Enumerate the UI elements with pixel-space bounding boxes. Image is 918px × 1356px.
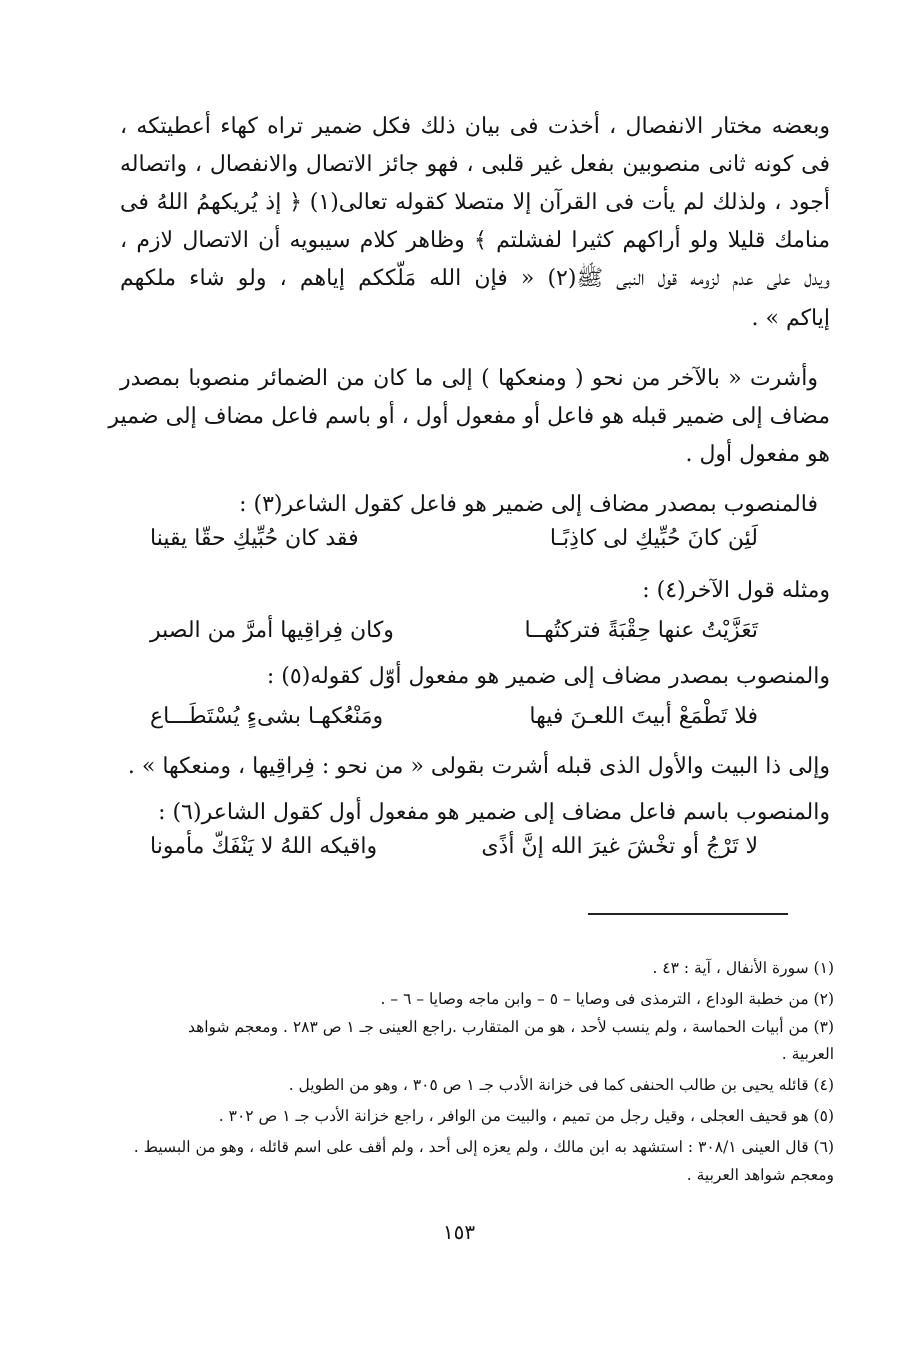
body-line: ومثله قول الآخر(٤) :: [642, 578, 830, 603]
body-line: والمنصوب بمصدر مضاف إلى ضمير هو مفعول أوّل كقوله(٥) :: [266, 664, 830, 689]
verse-first-hemistich: لَئِن كانَ حُبِّيكِ لى كاذِبًـا: [549, 526, 758, 551]
body-line: وأشرت « بالآخر من نحو ( ومنعكها ) إلى ما كان من الضمائر منصوبا بمصدر: [120, 366, 818, 391]
body-line: أجود ، ولذلك لم يأت فى القرآن إلا متصلا كقوله تعالى(١) ﴿ إذ يُريكهمُ اللهُ فى: [120, 190, 830, 215]
footnote: (٢) من خطبة الوداع ، الترمذى فى وصايا – ٥ – وابن ماجه وصايا – ٦ – .: [380, 990, 834, 1008]
poem-verse: [150, 614, 758, 648]
footnote: (٣) من أبيات الحماسة ، ولم ينسب لأحد ، هو من المتقارب .راجع العينى جـ ١ ص ٢٨٣ . ومعجم شواهد: [187, 1018, 834, 1036]
verse-first-hemistich: لا تَرْجُ أو تخْشَ غيرَ الله إنَّ أذًى: [481, 834, 758, 859]
body-line: هو مفعول أول .: [685, 442, 830, 467]
body-line: ويدل على عدم لزومه قول النبى ﷺ(٢) « فإن الله مَلّككم إياهم ، ولو شاء ملكهم: [120, 266, 830, 291]
body-line: إياكم » .: [751, 306, 830, 331]
body-line: وإلى ذا البيت والأول الذى قبله أشرت بقولى « من نحو : فِراقِيها ، ومنعكها » .: [127, 754, 830, 779]
footnote: العربية .: [781, 1045, 834, 1063]
footnote: (٤) قائله يحيى بن طالب الحنفى كما فى خزانة الأدب جـ ١ ص ٣٠٥ ، وهو من الطويل .: [288, 1076, 834, 1094]
body-line: والمنصوب باسم فاعل مضاف إلى ضمير هو مفعول أول كقول الشاعر(٦) :: [158, 800, 830, 825]
verse-first-hemistich: تَعَزَّيْتُ عنها حِقْبَةً فتركتُهــا: [524, 618, 758, 643]
verse-second-hemistich: وكان فِراقِيها أمرَّ من الصبر: [150, 618, 394, 643]
body-line: فى كونه ثانى منصوبين بفعل غير قلبى ، فهو جائز الاتصال والانفصال ، واتصاله: [120, 152, 830, 177]
footnote: (١) سورة الأنفال ، آية : ٤٣ .: [652, 959, 834, 977]
poem-verse: [150, 700, 758, 734]
body-line: مضاف إلى ضمير قبله هو فاعل أو مفعول أول ، أو باسم فاعل مضاف إلى ضمير: [108, 404, 830, 429]
page-number: ١٥٣: [442, 1220, 476, 1244]
verse-second-hemistich: فقد كان حُبِّيكِ حقّا يقينا: [150, 526, 359, 551]
poem-verse: [150, 830, 758, 864]
footnote: ومعجم شواهد العربية .: [686, 1166, 834, 1184]
body-line: منامك قليلا ولو أراكهم كثيرا لفشلتم ﴾ وظاهر كلام سيبويه أن الاتصال لازم ،: [120, 228, 830, 253]
verse-second-hemistich: واقيكه اللهُ لا يَنْفَكّ مأمونا: [150, 834, 378, 859]
verse-first-hemistich: فلا تَطْمَعْ أبيتَ اللعـنَ فيها: [529, 704, 758, 729]
verse-second-hemistich: ومَنْعُكهـا بشىءٍ يُسْتَطَـــاع: [150, 704, 384, 729]
body-line: وبعضه مختار الانفصال ، أخذت فى بيان ذلك فكل ضمير تراه كهاء أعطيتكه ،: [120, 114, 830, 139]
footnote: (٥) هو قحيف العجلى ، وقيل رجل من تميم ، والبيت من الوافر ، راجع خزانة الأدب جـ ١ ص ٣٠٢ .: [218, 1107, 834, 1125]
footnote-divider: [588, 913, 788, 915]
body-line: فالمنصوب بمصدر مضاف إلى ضمير هو فاعل كقول الشاعر(٣) :: [239, 492, 818, 517]
footnote: (٦) قال العينى ٣٠٨/١ : استشهد به ابن مالك ، ولم يعزه إلى أحد ، ولم أقف على اسم قائله ، وهو من البسيط .: [133, 1138, 834, 1156]
poem-verse: [150, 522, 758, 556]
